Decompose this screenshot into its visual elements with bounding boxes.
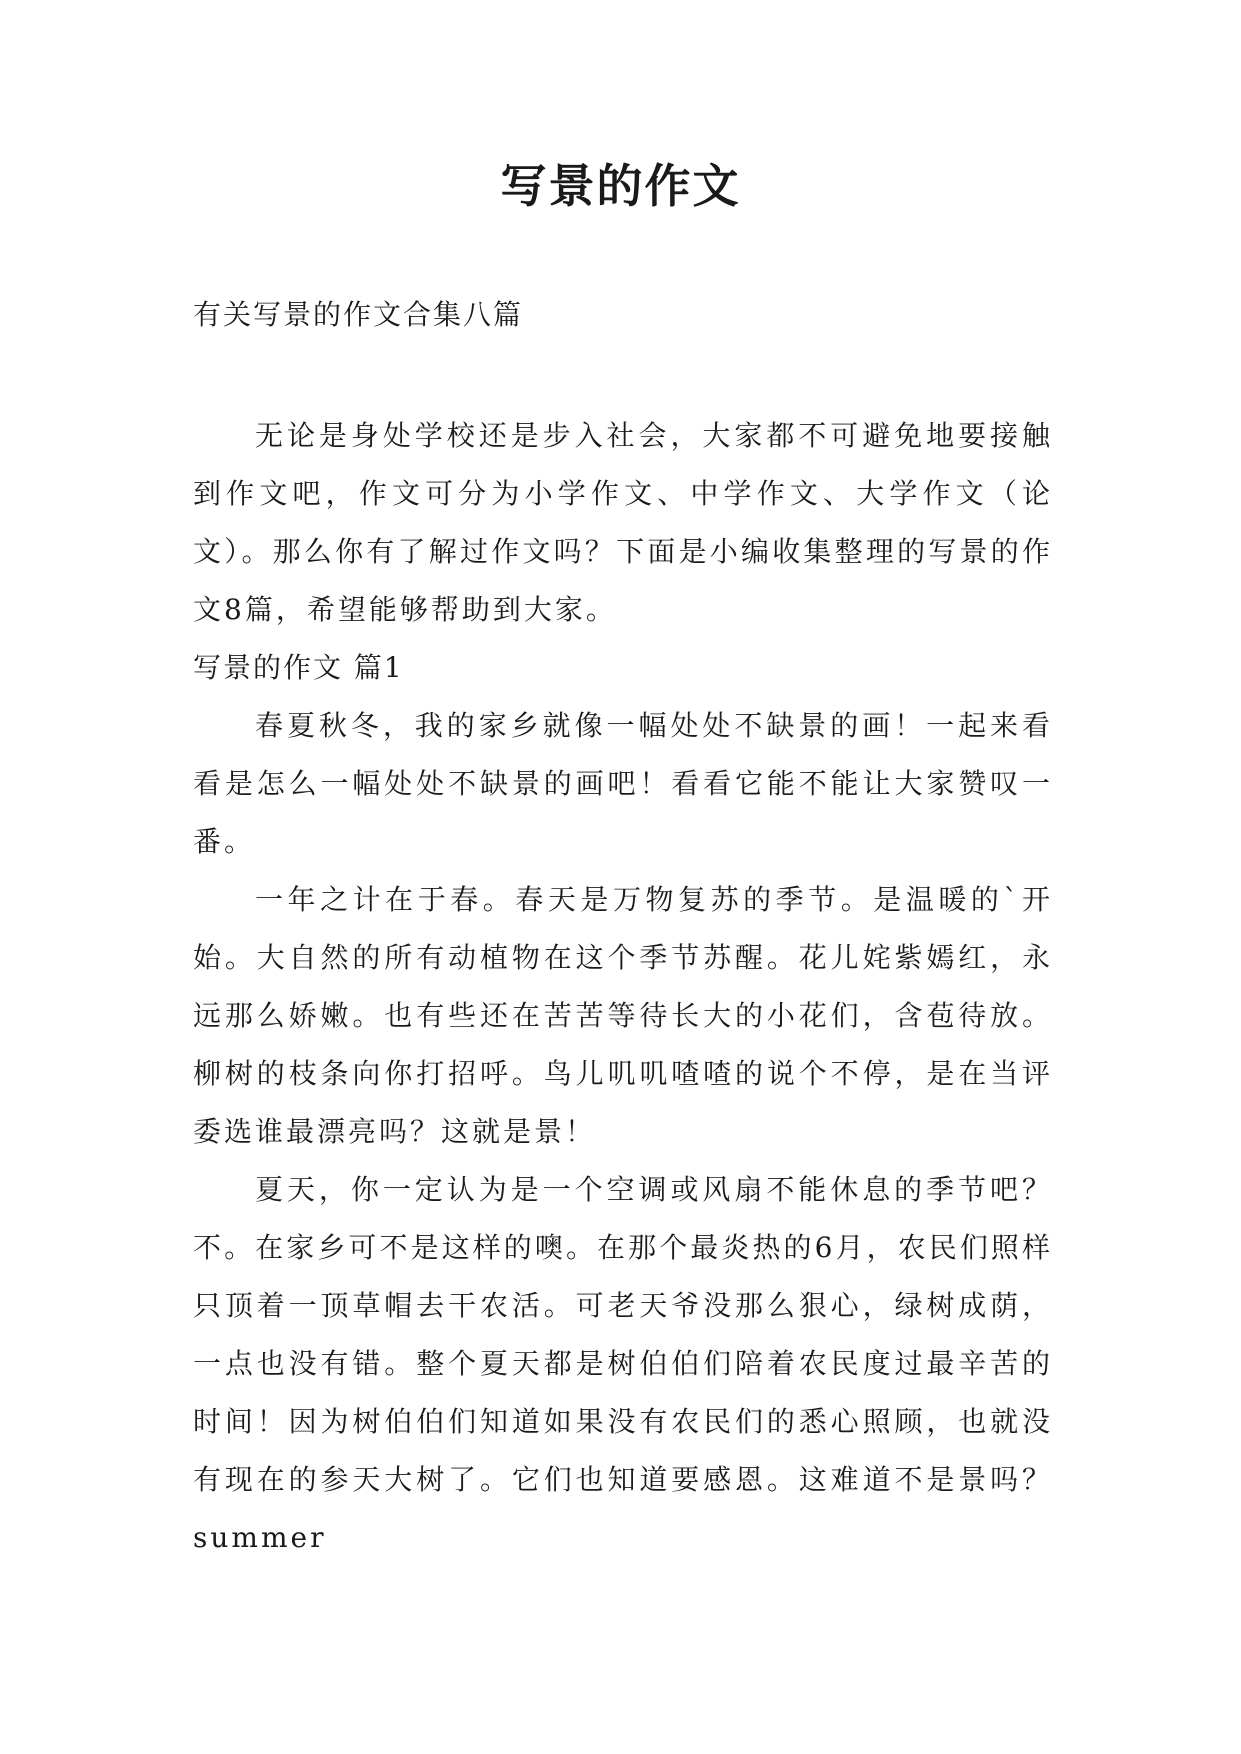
- page-title: 写景的作文: [500, 159, 741, 213]
- document-body: [193, 407, 1053, 1567]
- body-paragraph: 夏天，你一定认为是一个空调或风扇不能休息的季节吧？不。在家乡可不是这样的噢。在那个最炎热的6月，农民们照样只顶着一顶草帽去干农活。可老天爷没那么狠心，绿树成荫，一点也没有错。整个夏天都是树伯伯们陪着农民度过最辛苦的时间！因为树伯伯们知道如果没有农民们的悉心照顾，也就没有现在的参天大树了。它们也知道要感恩。这难道不是景吗？summer: [193, 1173, 1053, 1554]
- document-subtitle: 有关写景的作文合集八篇: [193, 298, 524, 331]
- chapter-heading: 写景的作文 篇1: [193, 651, 404, 684]
- body-paragraph: 春夏秋冬，我的家乡就像一幅处处不缺景的画！一起来看看是怎么一幅处处不缺景的画吧！看看它能不能让大家赞叹一番。: [193, 709, 1053, 858]
- body-paragraph: 一年之计在于春。春天是万物复苏的季节。是温暖的`开始。大自然的所有动植物在这个季节苏醒。花儿姹紫嫣红，永远那么娇嫩。也有些还在苦苦等待长大的小花们，含苞待放。柳树的枝条向你打招呼。鸟儿叽叽喳喳的说个不停，是在当评委选谁最漂亮吗？这就是景！: [193, 883, 1053, 1148]
- intro-paragraph: 无论是身处学校还是步入社会，大家都不可避免地要接触到作文吧，作文可分为小学作文、中学作文、大学作文（论文）。那么你有了解过作文吗？下面是小编收集整理的写景的作文8篇，希望能够帮助到大家。: [193, 419, 1053, 626]
